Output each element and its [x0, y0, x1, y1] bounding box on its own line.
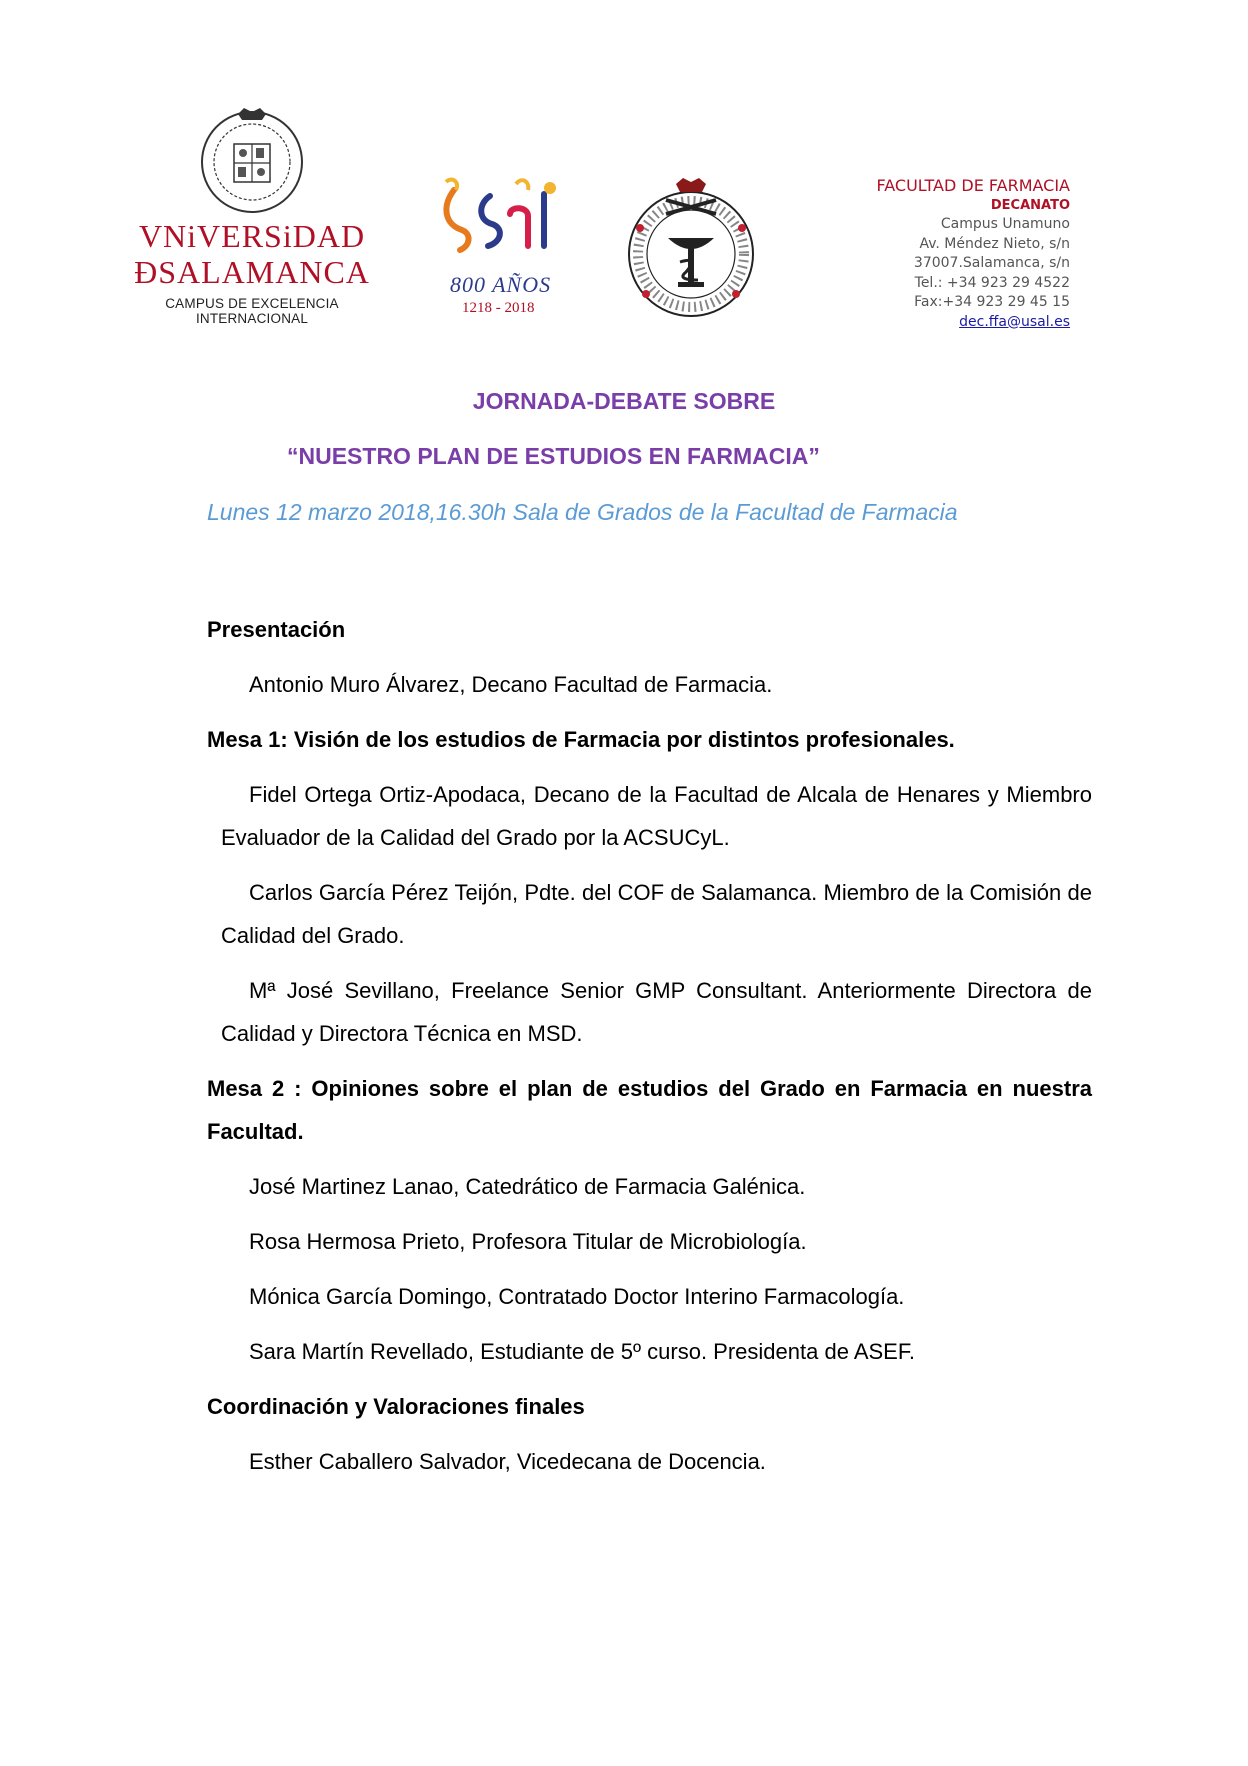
closing-item: Esther Caballero Salvador, Vicedecana de Docencia.: [249, 1449, 766, 1474]
faculty-phone: Tel.: +34 923 29 4522: [914, 274, 1070, 291]
mesa1-item: Carlos García Pérez Teijón, Pdte. del COF de Salamanca. Miembro de la Comisión de Calidad del Grado.: [221, 880, 1092, 948]
anniversary-years: 1218 - 2018: [462, 300, 535, 316]
mesa2-item: Mónica García Domingo, Contratado Doctor Interino Farmacología.: [249, 1284, 905, 1309]
pharmacy-faculty-seal-icon: [620, 176, 762, 324]
faculty-city: 37007.Salamanca, s/n: [913, 255, 1070, 271]
faculty-fax: Fax:+34 923 29 45 15: [914, 294, 1070, 310]
university-name-line2: ÐSALAMANCA: [134, 254, 370, 290]
faculty-email-link[interactable]: dec.ffa@usal.es: [959, 313, 1070, 330]
faculty-campus: Campus Unamuno: [940, 216, 1070, 232]
presentation-heading: Presentación: [207, 617, 346, 642]
mesa2-heading: Mesa 2 : Opiniones sobre el plan de estudios del Grado en Farmacia en nuestra Facultad.: [207, 1076, 1092, 1144]
event-date-location: Lunes 12 marzo 2018,16.30h Sala de Grados de la Facultad de Farmacia: [207, 499, 958, 525]
closing-heading: Coordinación y Valoraciones finales: [207, 1394, 585, 1419]
faculty-contact-block: [780, 176, 1070, 332]
faculty-street: Av. Méndez Nieto, s/n: [919, 235, 1070, 252]
mesa2-item: Sara Martín Revellado, Estudiante de 5º curso. Presidenta de ASEF.: [249, 1339, 915, 1364]
faculty-name: FACULTAD DE FARMACIA: [876, 176, 1070, 195]
anniversary-logo: [432, 176, 572, 326]
university-name-line1: VNiVERSiDAD: [138, 218, 366, 254]
event-subtitle-quoted: “NUESTRO PLAN DE ESTUDIOS EN FARMACIA”: [287, 443, 820, 469]
mesa1-item: Mª José Sevillano, Freelance Senior GMP Consultant. Anteriormente Directora de Calidad y Directora Técnica en MSD.: [221, 978, 1092, 1046]
program: [207, 608, 1092, 1495]
event-title: JORNADA-DEBATE SOBRE: [472, 388, 776, 414]
mesa2-item: Rosa Hermosa Prieto, Profesora Titular de Microbiología.: [249, 1229, 807, 1254]
presentation-item: Antonio Muro Álvarez, Decano Facultad de Farmacia.: [249, 672, 773, 697]
mesa1-heading: Mesa 1: Visión de los estudios de Farmacia por distintos profesionales.: [207, 727, 955, 752]
dragon-icon: [432, 176, 572, 272]
mesa2-item: José Martinez Lanao, Catedrático de Farmacia Galénica.: [249, 1174, 806, 1199]
university-logo: [112, 104, 392, 326]
anniversary-text: 800 AÑOS: [450, 272, 552, 297]
university-seal-icon: [198, 104, 306, 214]
dean-office-label: DECANATO: [990, 197, 1070, 213]
mesa1-item: Fidel Ortega Ortiz-Apodaca, Decano de la Facultad de Alcala de Henares y Miembro Evaluador de la Calidad del Grado por la ACSUCyL.: [221, 782, 1092, 850]
campus-excellence-label: CAMPUS DE EXCELENCIA INTERNACIONAL: [165, 296, 339, 326]
